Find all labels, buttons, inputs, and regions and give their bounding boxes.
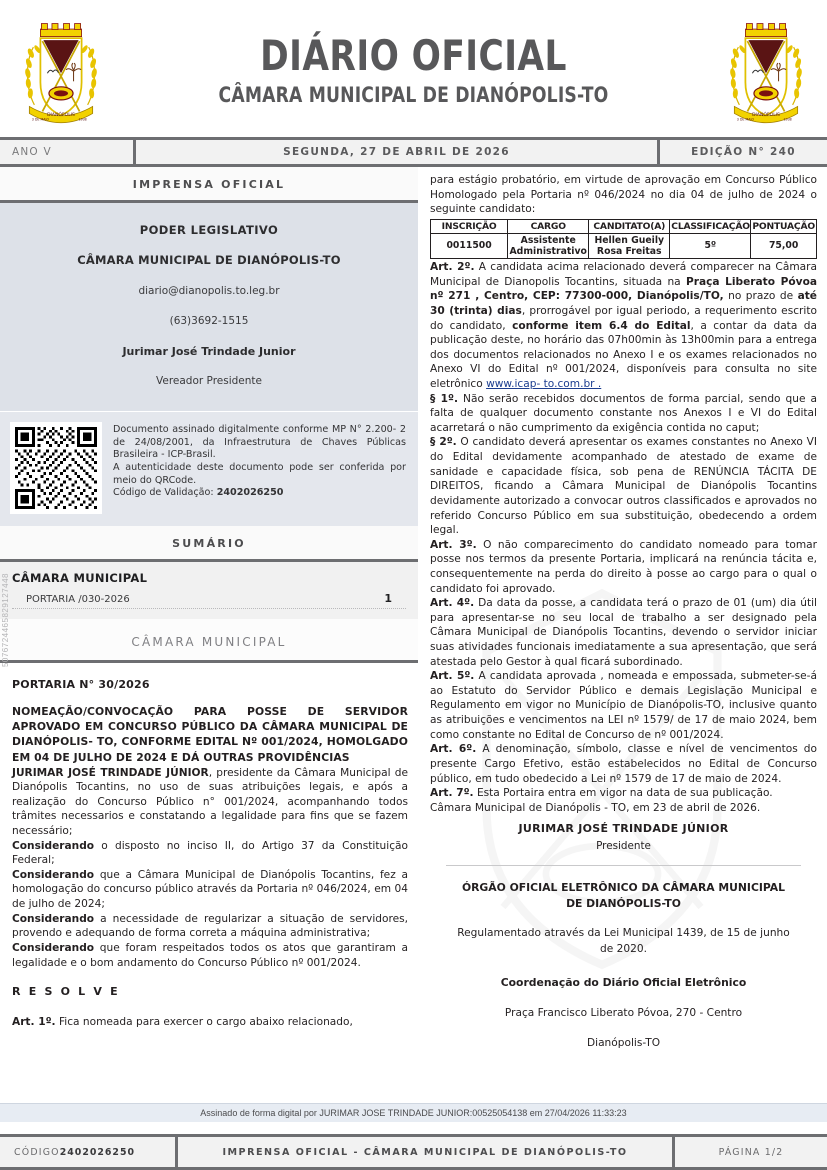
orgao-coordenacao: Coordenação do Diário Oficial Eletrônico [500, 975, 747, 989]
considerando-1 [12, 839, 408, 868]
codigo-validacao-label: Código de Validação: [113, 487, 217, 499]
edition-ano: ANO V [12, 146, 52, 158]
orgao-endereco: Praça Francisco Liberato Póvoa, 270 - Centro [504, 1006, 743, 1019]
portaria-ementa: NOMEAÇÃO/CONVOCAÇÃO PARA POSSE DE SERVIDOR APROVADO EM CONCURSO PÚBLICO DA CÂMARA MUNICIPAL DE DIANÓPOLIS- TO, CONFORME EDITAL Nº 001/2024, HOMOLGADO EM 04 DE JULHO DE 2024 E DÁ OUTRAS PROVIDÊNCIAS [12, 705, 408, 764]
signature-strip: Assinado de forma digital por JURIMAR JOSE TRINDADE JUNIOR:00525054138 em 27/04/2026 11:33:23 [0, 1103, 827, 1122]
telefone-label: (63)3692-1515 [169, 315, 249, 327]
orgao-regulamento: Regulamentado através da Lei Municipal 1439, de 15 de junho de 2020. [457, 927, 790, 955]
right-column-body [430, 173, 817, 853]
artigo-2-p2: no prazo de [723, 290, 798, 303]
codigo-validacao-valor: 2402026250 [216, 487, 284, 499]
link-site-icap[interactable]: www.icap- to.com.br . [486, 378, 602, 391]
edition-data: SEGUNDA, 27 DE ABRIL DE 2026 [133, 140, 660, 164]
considerando-2-texto: que a Câmara Municipal de Dianópolis Tocantins, fez a homologação do concurso público através da Portaria nº 046/2024, em 04 de julho de 2024; [12, 868, 408, 911]
artigo-6-texto: A denominação, símbolo, classe e nível de vencimentos do presente Cargo Efetivo, estão estabelecidos no Edital de Concurso público, em tudo obedecido a Lei nº 1579 de 17 de maio de 2024. [430, 743, 817, 785]
assinante-nome: JURIMAR JOSÉ TRINDADE JÚNIOR [518, 822, 729, 836]
masthead [0, 0, 827, 137]
assinatura-texto-2: A autenticidade deste documento pode ser conferida por meio do QRCode. [113, 461, 406, 486]
th-pontuacao: PONTUAÇÃO [752, 220, 815, 232]
assinante-cargo: Presidente [596, 839, 651, 852]
edition-bar [0, 137, 827, 167]
considerando-2-rotulo: Considerando [12, 868, 95, 881]
th-inscricao: INSCRIÇÃO [431, 219, 508, 233]
artigo-1-texto: Fica nomeada para exercer o cargo abaixo relacionado, [55, 1016, 353, 1029]
section-header-camara: CÂMARA MUNICIPAL [0, 619, 418, 660]
artigo-5-texto: A candidata aprovada , nomeada e empossada, submeter-se-á ao Estatuto do Servidor Público e demais Legislação Municipal e Regulamento em vigor no Município de Dianópolis-TO, inclusive quanto as atribuições e vencimentos na LEI nº 1579/ de 17 de maio 2024, bem como constante no Edital de Concurso de nº 001/2024. [430, 670, 817, 741]
camara-label: CÂMARA MUNICIPAL DE DIANÓPOLIS-TO [77, 253, 341, 267]
paragrafo-2-rotulo: § 2º. [430, 436, 457, 449]
masthead-titles [104, 30, 723, 107]
footer-centro: IMPRENSA OFICIAL - CÂMARA MUNICIPAL DE DIANÓPOLIS-TO [175, 1137, 675, 1167]
divider-orgao [446, 865, 801, 866]
td-pontuacao: 75,00 [751, 233, 817, 258]
footer-codigo [0, 1137, 175, 1167]
sumario-section [0, 526, 418, 619]
preambulo-resto: , presidente da Câmara Municipal de Dianópolis Tocantins, no uso de suas atribuições legais, e após a realização do Concurso Público n° 001/2024, acompanhando todos trâmites necessarios e constatando a legalidade para fins que se fazem necessário; [12, 766, 409, 838]
footer-codigo-label: CÓDIGO [14, 1146, 60, 1158]
assinatura-texto-1: Documento assinado digitalmente conforme MP N° 2.200- 2 de 24/08/2001, da Infraestrutura de Chaves Públicas Brasileira - ICP-Brasil. [113, 424, 406, 461]
svg-text:DIANÓPOLIS: DIANÓPOLIS [47, 112, 75, 118]
td-inscricao: 0011500 [431, 233, 508, 258]
paragrafo-1-texto: Não serão recebidos documentos de forma parcial, sendo que a falta de qualquer documento constante nos Anexos I e VI do Edital acarretará o não cumprimento da exigência contida no caput; [430, 392, 818, 434]
orgao-titulo: ÓRGÃO OFICIAL ELETRÔNICO DA CÂMARA MUNICIPAL DE DIANÓPOLIS-TO [461, 880, 786, 910]
artigo-4-rotulo: Art. 4º. [430, 597, 475, 610]
considerando-1-texto: o disposto no inciso II, do Artigo 37 da Constituição Federal; [12, 839, 408, 867]
svg-text:1938: 1938 [78, 116, 87, 121]
portaria-preambulo [12, 766, 408, 839]
considerando-3-rotulo: Considerando [12, 912, 95, 925]
artigo-1 [12, 1015, 408, 1030]
imprensa-oficial-panel [0, 203, 418, 411]
th-candidato: CANDITATO(A) [589, 219, 670, 233]
paragrafo-1-rotulo: § 1º. [430, 392, 459, 405]
presidente-cargo: Vereador Presidente [156, 375, 262, 387]
sumario-grupo-label: CÂMARA MUNICIPAL [12, 571, 148, 585]
presidente-nome: Jurimar José Trindade Junior [122, 345, 296, 358]
sumario-header: SUMÁRIO [0, 526, 418, 559]
table-row [431, 233, 817, 258]
sumario-item-nome: PORTARIA /030-2026 [26, 594, 130, 605]
artigo-7-texto: Esta Portaira entra em vigor na data de sua publicação. [473, 787, 773, 800]
th-cargo: CARGO [508, 219, 589, 233]
considerando-3 [12, 912, 408, 941]
paragrafo-1 [430, 392, 817, 436]
sumario-item[interactable] [12, 592, 406, 609]
artigo-2-p4: , a contar da data da publicação deste, no horário das 07h00min às 13h00min para a entrega dos documentos relacionados no Anexo I e os exames relacionados no Anexo VI do Edital nº 001/2024, disponíveis para consulta no site eletrônico [430, 319, 818, 391]
assinatura-digital-texto [113, 422, 406, 500]
artigo-3-rotulo: Art. 3º. [430, 538, 477, 551]
artigo-6 [430, 742, 817, 786]
portaria-numero: PORTARIA N° 30/2026 [12, 678, 150, 691]
page-title: DIÁRIO OFICIAL [260, 30, 567, 80]
footer-codigo-valor: 2402026250 [59, 1146, 135, 1158]
artigo-2-p3: , prorrogável por igual periodo, a requerimento escrito do candidato, [430, 305, 817, 332]
right-column [418, 167, 827, 1049]
artigo-2-p1: A candidata acima relacionado deverá comparecer na Câmara Municipal de Dianopolis Tocantins, situada na [430, 261, 817, 288]
artigo-2-endereco: Praça Liberato Póvoa nº 271 , Centro, CEP: 77300-000, Dianópolis/TO, [430, 275, 817, 303]
artigo-1-continuacao: para estágio probatório, em virtude de aprovação em Concurso Público Homologado pela Portaria nº 046/2024 no dia 04 de julho de 2024 o seguinte candidato: [430, 174, 817, 216]
artigo-3 [430, 538, 817, 596]
artigo-2-prazo: até 30 (trinta) dias [430, 290, 817, 317]
table-header-row [431, 219, 817, 233]
portaria-body [0, 677, 418, 1030]
resolve-label: R E S O L V E [12, 985, 120, 999]
left-column [0, 167, 418, 1030]
divider-thick-section [0, 660, 418, 663]
artigo-7 [430, 786, 817, 801]
orgao-oficial-block [430, 880, 817, 1049]
td-candidato: Hellen Gueily Rosa Freitas [589, 233, 670, 258]
brasao-dianopolis-icon-right [723, 17, 809, 125]
considerando-1-rotulo: Considerando [12, 839, 95, 852]
td-cargo: Assistente Administrativo [509, 234, 587, 258]
th-classificacao: CLASSIFICAÇÃO [671, 220, 750, 232]
svg-text:3 DE MAIO: 3 DE MAIO [736, 116, 755, 121]
artigo-2 [430, 260, 817, 391]
page-subtitle: CÂMARA MUNICIPAL DE DIANÓPOLIS-TO [218, 83, 609, 107]
footer-pagina: PÁGINA 1/2 [718, 1146, 784, 1158]
sumario-item-pagina: 1 [384, 592, 392, 605]
qrcode-validacao-icon[interactable] [10, 422, 102, 514]
considerando-4-rotulo: Considerando [12, 941, 95, 954]
assinatura-digital-box [0, 411, 418, 526]
paragrafo-2-texto: O candidato deverá apresentar os exames constantes no Anexo VI do Edital devidamente acompanhado de atestado de exame de sanidade e capacidade física, sob pena de RENÚNCIA TÁCITA DE DIREITOS, ficando a Câmara Municipal de Dianópolis Tocantins devidamente autorizado a convocar outros classificados e aprovados no referido Concurso Público em sua substituição, obedecendo a ordem legal. [430, 436, 817, 537]
orgao-cidade: Dianópolis-TO [586, 1036, 661, 1049]
considerando-4 [12, 941, 408, 970]
considerando-4-texto: que foram respeitados todos os atos que garantiram a legalidade e o bom andamento do Concurso Público nº 001/2024. [12, 941, 408, 969]
paragrafo-2 [430, 435, 817, 537]
artigo-7-rotulo: Art. 7º. [430, 787, 474, 800]
email-label[interactable]: diario@dianopolis.to.leg.br [138, 285, 280, 297]
content-columns [0, 167, 827, 1049]
tabela-candidatos [430, 219, 817, 259]
td-classificacao: 5º [670, 233, 751, 258]
artigo-5-rotulo: Art. 5º. [430, 670, 475, 683]
svg-text:1938: 1938 [783, 116, 792, 121]
side-document-id: 5076724465829127448 [1, 573, 10, 668]
svg-text:DIANÓPOLIS: DIANÓPOLIS [752, 112, 780, 118]
artigo-4 [430, 596, 817, 669]
preambulo-nome: JURIMAR JOSÉ TRINDADE JÚNIOR [12, 766, 209, 779]
sumario-body [0, 562, 418, 619]
artigo-5 [430, 669, 817, 742]
artigo-6-rotulo: Art. 6º. [430, 743, 477, 756]
page-footer [0, 1134, 827, 1170]
imprensa-oficial-header: IMPRENSA OFICIAL [0, 167, 418, 200]
artigo-2-item-edital: conforme item 6.4 do Edital [512, 319, 691, 332]
svg-text:3 DE MAIO: 3 DE MAIO [31, 116, 50, 121]
brasao-dianopolis-icon-left [18, 17, 104, 125]
artigo-2-rotulo: Art. 2º. [430, 261, 475, 274]
artigo-4-texto: Da data da posse, a candidata terá o prazo de 01 (um) dia útil para apresentar-se no seu local de trabalho a ser designado pela Câmara Municipal de Dianópolis Tocantins, devendo o servidor iniciar suas atividades funcionais imediatamente a sua apresentação, que será atestada pelo Gestor à qual ficará subordinado. [430, 597, 818, 668]
artigo-1-rotulo: Art. 1º. [12, 1016, 56, 1029]
edition-numero: EDIÇÃO N° 240 [691, 146, 796, 158]
poder-legislativo-label: PODER LEGISLATIVO [139, 223, 279, 237]
artigo-3-texto: O não comparecimento do candidato nomeado para tomar posse nos termos da presente Portaria, implicará na renúncia tácita e, consequentemente na perda do direito à posse ao cargo para o qual o candidato foi aprovado. [430, 538, 817, 595]
considerando-3-texto: a necessidade de regularizar a situação de servidores, provendo e adequando de forma correta a máquina administrativa; [12, 912, 408, 940]
local-data: Câmara Municipal de Dianópolis - TO, em 23 de abril de 2026. [430, 801, 761, 814]
considerando-2 [12, 868, 408, 912]
